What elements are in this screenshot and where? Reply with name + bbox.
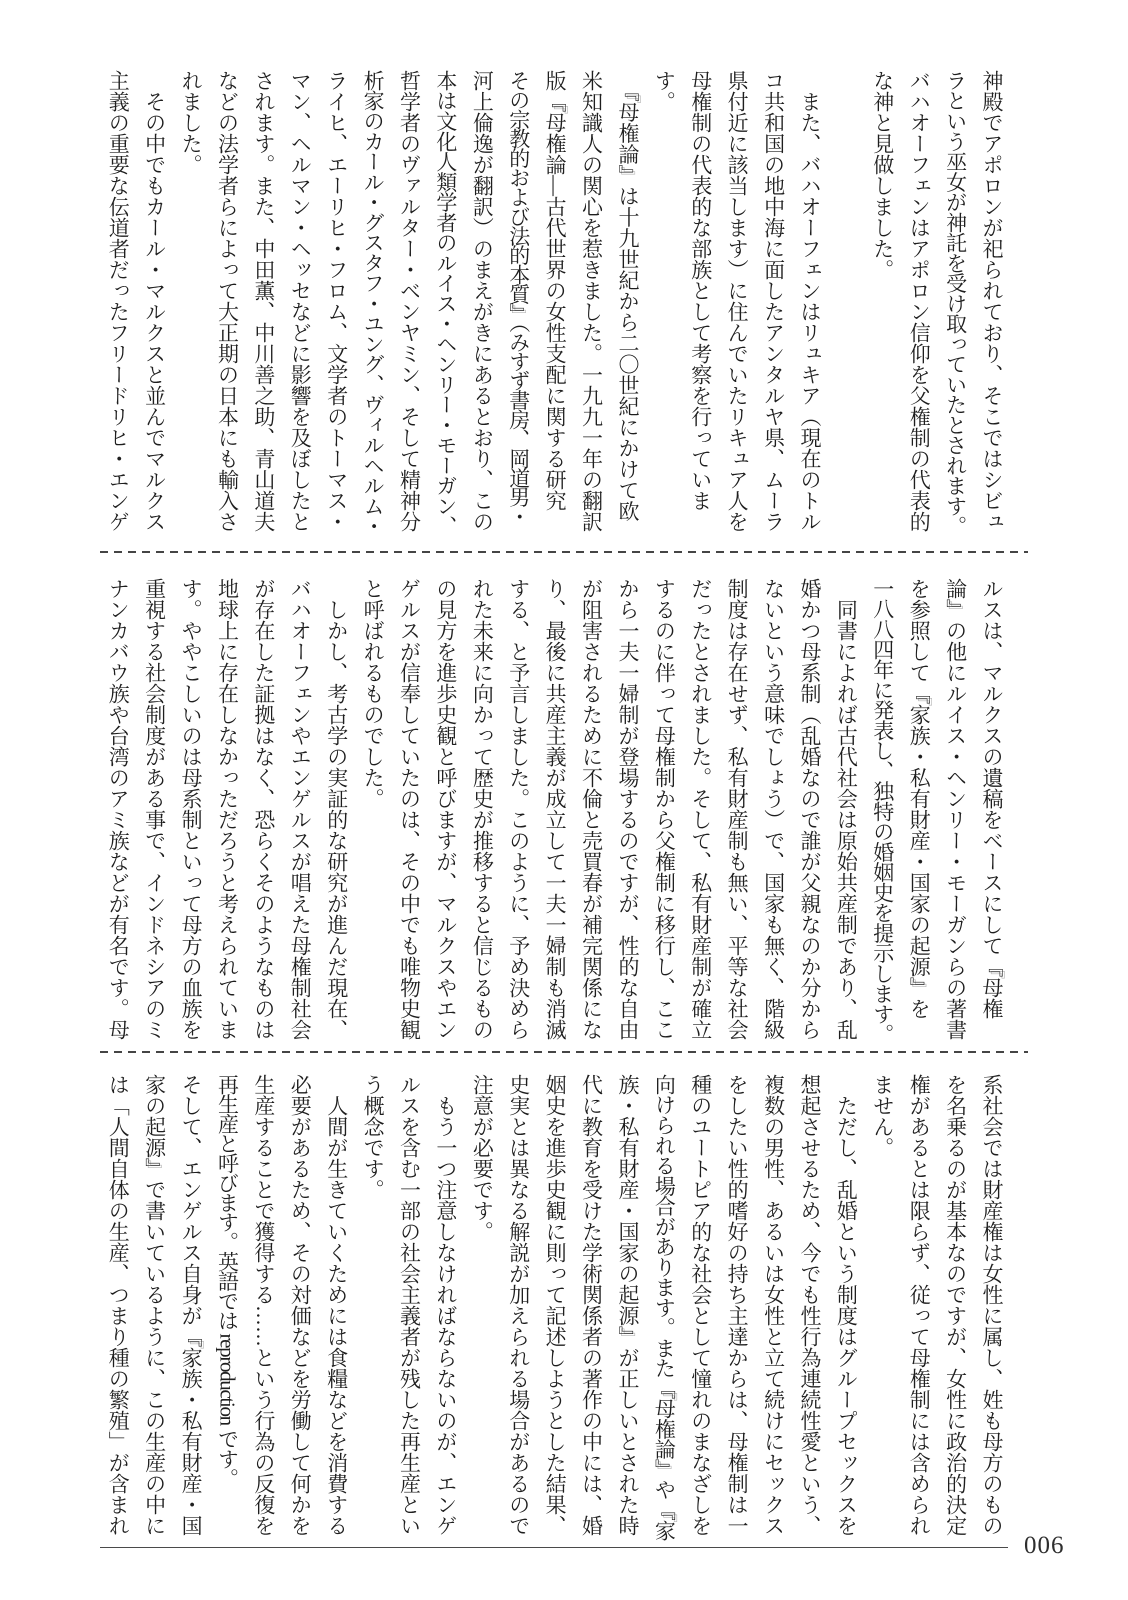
text-column: 史実とは異なる解説が加えられる場合があるので: [506, 1074, 531, 1536]
text-column: などの法学者らによって大正期の日本にも輸入さ: [215, 70, 240, 532]
blank-column: [828, 70, 864, 536]
text-column: は「人間自体の生産、つまり種の繁殖」が含まれ: [106, 1074, 131, 1536]
text-column: ルスは、マルクスの遺稿をベースにして『母権: [980, 578, 1004, 1019]
text-column: の見方を進歩史観と呼びますが、マルクスやエン: [433, 578, 458, 1040]
title-bracket: 』: [615, 164, 640, 186]
text-column: コ共和国の地中海に面したアンタルヤ県、ムーラ: [761, 70, 786, 532]
title-bracket: 『: [907, 683, 932, 704]
text-column: バハオーフェンやエンゲルスが唱えた母権制社会: [288, 578, 313, 1040]
text-column: 同書によれば古代社会は原始共産制であり、乱: [834, 578, 859, 1040]
text-column: する、と予言しました。このように、予め決めら: [506, 578, 531, 1040]
text-column: 河上倫逸が翻訳）のまえがきにあるとおり、この: [470, 70, 495, 532]
text-column: から一夫一婦制が登場するのですが、性的な自由: [615, 578, 640, 1040]
text-column: 複数の男性、あるいは女性と立て続けにセックス: [761, 1074, 786, 1536]
text-column: 種のユートピア的な社会として憧れのまなざしを: [688, 1074, 713, 1536]
text-column: その宗教的および法的本質』（みすず書房、岡道男・: [506, 70, 531, 526]
text-column: また、バハオーフェンはリュキア（現在のトル: [797, 70, 822, 532]
text-column: 権があるとは限らず、従って母権制には含められ: [907, 1074, 932, 1536]
text-section-top: [100, 70, 1010, 536]
text-column: ません。: [870, 1074, 895, 1158]
text-column: 『母権論』は十九世紀から二〇世紀にかけて欧: [615, 91, 640, 522]
text-column: 人間が生きていくためには食糧などを消費する: [324, 1074, 349, 1536]
text-column: するのに伴って母権制から父権制に移行し、ここ: [652, 578, 677, 1040]
text-column: 姻史を進歩史観に則って記述しようとした結果、: [543, 1074, 568, 1536]
text-column: す。ややこしいのは母系制といって母方の血族を: [179, 578, 204, 1040]
text-column: そして、エンゲルス自身が『家族・私有財産・国: [179, 1074, 204, 1536]
text-column: 県付近に該当します）に住んでいたリキュア人を: [725, 70, 750, 532]
text-column: 向けられる場合があります。また『母権論』や『家: [652, 1074, 677, 1541]
text-column: 神殿でアポロンが祀られており、そこではシビュ: [980, 70, 1004, 532]
text-column: 家の起源』で書いているように、この生産の中に: [142, 1074, 167, 1536]
text-section-middle: [100, 578, 1010, 1044]
text-column: 再生産と呼びます。英語では reproduction です。: [215, 1074, 240, 1488]
text-column: が阻害されるために不倫と売買春が補完関係にな: [579, 578, 604, 1040]
text-column: 米知識人の関心を惹きました。一九九一年の翻訳: [579, 70, 604, 532]
title-bracket: 『: [980, 956, 1004, 977]
text-column: バハオーフェンはアポロン信仰を父権制の代表的: [907, 70, 932, 532]
text-column: 婚かつ母系制（乱婚なので誰が父親なのか分から: [797, 578, 822, 1040]
text-column: 析家のカール・グスタフ・ユング、ヴィルヘルム・: [361, 70, 386, 537]
text-column: 必要があるため、その対価などを労働して何かを: [288, 1074, 313, 1536]
title-bracket: 『: [615, 91, 640, 102]
text-column: をしたい性的嗜好の持ち主達からは、母権制は一: [725, 1074, 750, 1536]
title-bracket: 『: [179, 1326, 204, 1347]
text-column: ライヒ、エーリヒ・フロム、文学者のトーマス・: [324, 70, 349, 532]
text-column: 一八八四年に発表し、独特の婚姻史を提示します。: [870, 578, 895, 1045]
text-column: ナンカバウ族や台湾のアミ族などが有名です。母: [106, 578, 131, 1040]
text-column: その中でもカール・マルクスと並んでマルクス: [142, 70, 167, 532]
text-column: 制度は存在せず、私有財産制も無い、平等な社会: [725, 578, 750, 1040]
title-bracket: 』: [506, 303, 531, 323]
title-bracket: 』: [615, 1326, 640, 1347]
text-column: れた未来に向かって歴史が推移すると信じるもの: [470, 578, 495, 1040]
text-column: もう一つ注意しなければならないのが、エンゲ: [433, 1074, 458, 1536]
text-column: を参照して『家族・私有財産・国家の起源』を: [907, 578, 932, 1019]
text-column: ないという意味でしょう）で、国家も無く、階級: [761, 578, 786, 1040]
text-column: 論』の他にルイス・ヘンリー・モーガンらの著書: [943, 578, 968, 1040]
text-column: 哲学者のヴァルター・ベンヤミン、そして精神分: [397, 70, 422, 532]
text-column: 族・私有財産・国家の起源』が正しいとされた時: [615, 1074, 640, 1536]
title-bracket: 』: [907, 977, 932, 998]
text-column: と呼ばれるものでした。: [361, 578, 386, 809]
text-column: ルスを含む一部の社会主義者が残した再生産とい: [397, 1074, 422, 1536]
title-bracket: 』: [943, 599, 968, 620]
text-column: 地球上に存在しなかっただろうと考えられていま: [215, 578, 240, 1040]
text-column: ただし、乱婚という制度はグループセックスを: [834, 1074, 859, 1536]
title-bracket: 『: [652, 1377, 677, 1399]
text-column: 系社会では財産権は女性に属し、姓も母方のもの: [980, 1074, 1004, 1536]
text-column: 代に教育を受けた学術関係者の著作の中には、婚: [579, 1074, 604, 1536]
text-column: が存在した証拠はなく、恐らくそのようなものは: [251, 578, 276, 1040]
text-column: ラという巫女が神託を受け取っていたとされます。: [943, 70, 968, 537]
section-divider: [100, 551, 1028, 553]
title-bracket: 』: [652, 1458, 677, 1480]
text-column: 想起させるため、今でも性行為連続性愛という、: [797, 1074, 822, 1536]
text-column: マン、ヘルマン・ヘッセなどに影響を及ぼしたと: [288, 70, 313, 532]
footer-rule: [100, 1547, 1008, 1548]
text-column: 本は文化人類学者のルイス・ヘンリー・モーガン、: [433, 70, 458, 537]
text-column: な神と見做しました。: [870, 70, 895, 280]
title-bracket: 『: [543, 91, 568, 112]
text-column: う概念です。: [361, 1074, 386, 1200]
title-bracket: 』: [142, 1158, 167, 1179]
text-column: ゲルスが信奉していたのは、その中でも唯物史観: [397, 578, 422, 1040]
title-bracket: 『: [652, 1499, 677, 1520]
text-column: しかし、考古学の実証的な研究が進んだ現在、: [324, 578, 349, 1040]
text-column: だったとされました。そして、私有財産制が確立: [688, 578, 713, 1040]
text-column: れました。: [179, 70, 204, 175]
text-column: 主義の重要な伝道者だったフリードリヒ・エンゲ: [106, 70, 131, 532]
text-column: 生産することで獲得する……という行為の反復を: [251, 1074, 276, 1536]
page-number: 006: [1024, 1532, 1065, 1559]
text-column: 注意が必要です。: [470, 1074, 495, 1242]
text-column: 母権制の代表的な部族として考察を行っていま: [688, 70, 713, 511]
text-column: り、最後に共産主義が成立して一夫一婦制も消滅: [543, 578, 568, 1040]
text-column: す。: [652, 70, 677, 112]
section-divider: [100, 1051, 1028, 1053]
text-section-bottom: [100, 1074, 1010, 1540]
text-column: 重視する社会制度がある事で、インドネシアのミ: [142, 578, 167, 1040]
text-column: を名乗るのが基本なのですが、女性に政治的決定: [943, 1074, 968, 1536]
text-column: 版『母権論―古代世界の女性支配に関する研究: [543, 70, 568, 511]
text-column: されます。また、中田薫、中川善之助、青山道夫: [251, 70, 276, 532]
